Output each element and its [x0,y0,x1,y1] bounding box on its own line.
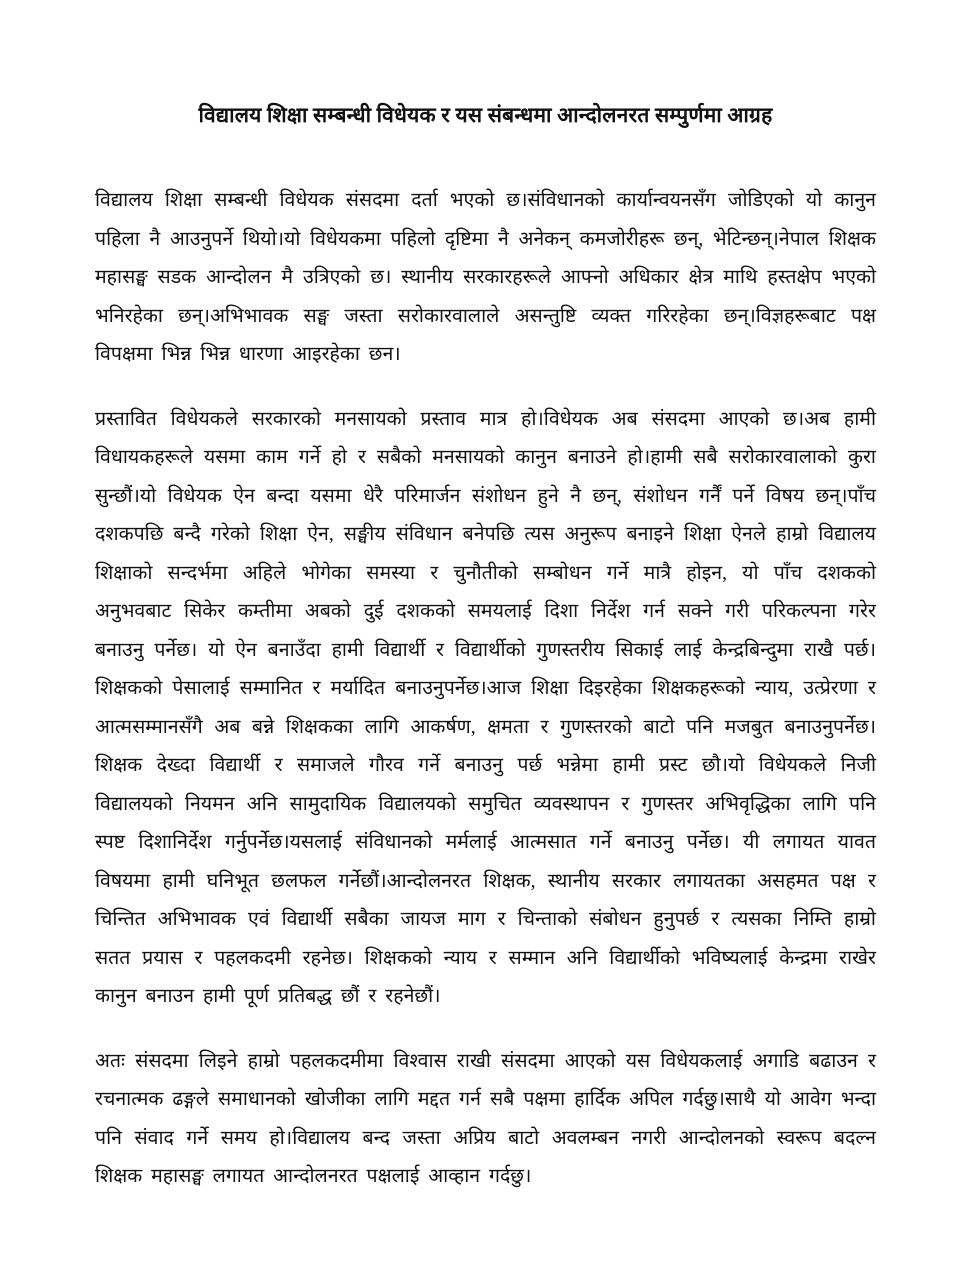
paragraph-main-body: प्रस्तावित विधेयकले सरकारको मनसायको प्रस्ताव मात्र हो।विधेयक अब संसदमा आएको छ।अब हामी विधायकहरूले यसमा काम गर्ने हो र सबैको मनसायको कानुन बनाउने हो।हामी सबै सरोकारवालाको कुरा सुन्छौं।यो विधेयक ऐन बन्दा यसमा धेरै परिमार्जन संशोधन हुने नै छन्, संशोधन गर्नैं पर्ने विषय छन्।पाँच दशकपछि बन्दै गरेको शिक्षा ऐन, सङ्घीय संविधान बनेपछि त्यस अनुरूप बनाइने शिक्षा ऐनले हाम्रो विद्यालय शिक्षाको सन्दर्भमा अहिले भोगेका समस्या र चुनौतीको सम्बोधन गर्ने मात्रै होइन, यो पाँच दशकको अनुभवबाट सिकेर कम्तीमा अबको दुई दशकको समयलाई दिशा निर्देश गर्न सक्ने गरी परिकल्पना गरेर बनाउनु पर्नेछ। यो ऐन बनाउँदा हामी विद्यार्थी र विद्यार्थीको गुणस्तरीय सिकाई लाई केन्द्रबिन्दुमा राखै पर्छ।शिक्षकको पेसालाई सम्मानित र मर्यादित बनाउनुपर्नेछ।आज शिक्षा दिइरहेका शिक्षकहरूको न्याय, उत्प्रेरणा र आत्मसम्मानसँगै अब बन्ने शिक्षकका लागि आकर्षण, क्षमता र गुणस्तरको बाटो पनि मजबुत बनाउनुपर्नेछ। शिक्षक देख्दा विद्यार्थी र समाजले गौरव गर्ने बनाउनु पर्छ भन्नेमा हामी प्रस्ट छौ।यो विधेयकले निजी विद्यालयको नियमन अनि सामुदायिक विद्यालयको समुचित व्यवस्थापन र गुणस्तर अभिवृद्धिका लागि पनि स्पष्ट दिशानिर्देश गर्नुपर्नेछ।यसलाई संविधानको मर्मलाई आत्मसात गर्ने बनाउनु पर्नेछ। यी लगायत यावत विषयमा हामी घनिभूत छलफल गर्नेछौं।आन्दोलनरत शिक्षक, स्थानीय सरकार लगायतका असहमत पक्ष र चिन्तित अभिभावक एवं विद्यार्थी सबैका जायज माग र चिन्ताको संबोधन हुनुपर्छ र त्यसका निम्ति हाम्रो सतत प्रयास र पहलकदमी रहनेछ। शिक्षकको न्याय र सम्मान अनि विद्यार्थीको भविष्यलाई केन्द्रमा राखेर कानुन बनाउन हामी पूर्ण प्रतिबद्ध छौं र रहनेछौं। [95,408,876,1007]
paragraph-intro: विद्यालय शिक्षा सम्बन्धी विधेयक संसदमा दर्ता भएको छ।संविधानको कार्यान्वयनसँग जोडिएको यो कानुन पहिला नै आउनुपर्ने थियो।यो विधेयकमा पहिलो दृष्टिमा नै अनेकन् कमजोरीहरू छन्, भेटिन्छन्।नेपाल शिक्षक महासङ्घ सडक आन्दोलन मै उत्रिएको छ। स्थानीय सरकारहरूले आफ्नो अधिकार क्षेत्र माथि हस्तक्षेप भएको भनिरहेका छन्।अभिभावक सङ्घ जस्ता सरोकारवालाले असन्तुष्टि व्यक्त गरिरहेका छन्।विज्ञहरूबाट पक्ष विपक्षमा भिन्न भिन्न धारणा आइरहेका छन। [95,190,876,365]
paragraph-closing-appeal: अतः संसदमा लिइने हाम्रो पहलकदमीमा विश्वास राखी संसदमा आएको यस विधेयकलाई अगाडि बढाउन र रचनात्मक ढङ्गले समाधानको खोजीका लागि मद्दत गर्न सबै पक्षमा हार्दिक अपिल गर्दछु।साथै यो आवेग भन्दा पनि संवाद गर्ने समय हो।विद्यालय बन्द जस्ता अप्रिय बाटो अवलम्बन नगरी आन्दोलनको स्वरूप बदल्न शिक्षक महासङ्घ लगायत आन्दोलनरत पक्षलाई आव्हान गर्दछु। [95,1050,876,1187]
document-title: विद्यालय शिक्षा सम्बन्धी विधेयक र यस संबन्धमा आन्दोलनरत सम्पुर्णमा आग्रह [198,103,773,127]
